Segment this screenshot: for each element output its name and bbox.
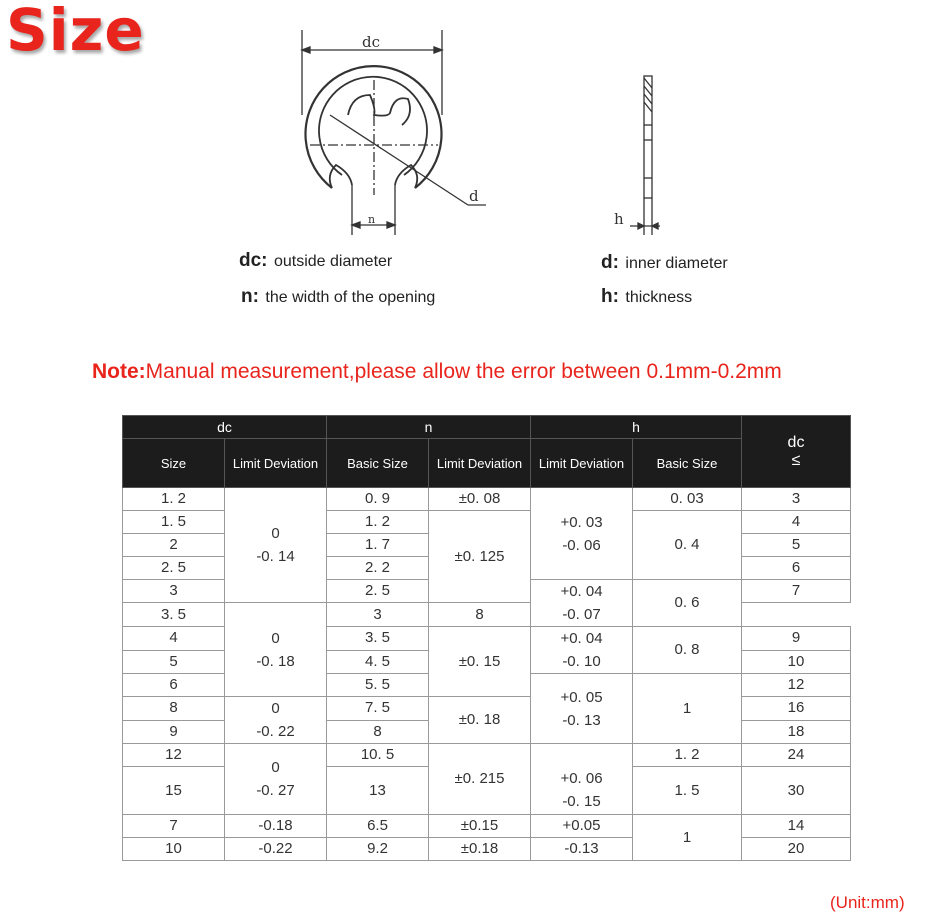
n-basic-cell: 6.5 [327,815,429,838]
size-cell: 12 [123,744,225,767]
header-n-limit-deviation: Limit Deviation [429,439,531,488]
n-deviation-cell: ±0.18 [429,838,531,861]
n-deviation-cell: ±0. 215 [429,744,531,815]
eclip-front-diagram [290,25,500,240]
dc-deviation-cell: -0.22 [225,838,327,861]
h-deviation-cell: +0. 05 -0. 13 [531,674,633,744]
table-row [123,697,851,721]
dc-max-cell: 4 [742,511,851,534]
dc-max-cell: 6 [742,557,851,580]
n-basic-cell: 1. 2 [327,511,429,534]
measurement-note: Note:Manual measurement,please allow the error between 0.1mm-0.2mm [92,360,782,383]
dc-deviation-cell: 0 -0. 18 [225,603,327,697]
size-cell: 2 [123,534,225,557]
size-cell: 7 [123,815,225,838]
h-basic-cell: 1 [633,815,742,861]
h-basic-cell: 1. 5 [633,767,742,815]
dc-max-cell: 8 [429,603,531,627]
n-basic-cell: 10. 5 [327,744,429,767]
size-cell: 9 [123,720,225,744]
dc-max-cell: 24 [742,744,851,767]
header-h-basic-size: Basic Size [633,439,742,488]
n-basic-cell: 5. 5 [327,674,429,697]
dc-deviation-cell: 0 -0. 14 [225,488,327,603]
n-deviation-cell: ±0. 125 [429,511,531,603]
dc-deviation-cell: 0 -0. 27 [225,744,327,815]
h-deviation-cell: -0.13 [531,838,633,861]
size-cell: 6 [123,674,225,697]
dc-deviation-cell: 0 -0. 22 [225,697,327,744]
dc-max-cell: 10 [742,650,851,674]
header-size: Size [123,439,225,488]
h-deviation-cell: +0. 04 -0. 07 [531,580,633,627]
dc-max-cell: 20 [742,838,851,861]
dc-max-cell: 7 [742,580,851,603]
h-deviation-cell: +0. 06 -0. 15 [531,744,633,815]
h-basic-cell: 0. 4 [633,511,742,580]
dc-max-cell: 5 [742,534,851,557]
n-basic-cell: 2. 2 [327,557,429,580]
table-row [123,838,851,861]
n-basic-cell: 3 [327,603,429,627]
n-deviation-cell: ±0. 08 [429,488,531,511]
h-deviation-cell: +0. 03 -0. 06 [531,488,633,580]
size-cell: 2. 5 [123,557,225,580]
h-deviation-cell: +0. 04 -0. 10 [531,627,633,674]
dc-max-cell: 30 [742,767,851,815]
dc-max-cell: 3 [742,488,851,511]
table-row [123,488,851,511]
header-h-limit-deviation: Limit Deviation [531,439,633,488]
dc-max-cell: 16 [742,697,851,721]
page-title: Size [6,0,145,64]
group-header-dc: dc [123,416,327,439]
table-row [123,815,851,838]
n-deviation-cell: ±0. 18 [429,697,531,744]
legend-h: h: thickness [601,286,693,307]
h-basic-cell: 1. 2 [633,744,742,767]
size-cell: 10 [123,838,225,861]
n-basic-cell: 2. 5 [327,580,429,603]
dc-max-cell: 12 [742,674,851,697]
h-basic-cell: 0. 8 [633,627,742,674]
size-cell: 1. 2 [123,488,225,511]
dc-max-cell: 9 [742,627,851,651]
table-row [123,744,851,767]
n-basic-cell: 13 [327,767,429,815]
n-basic-cell: 1. 7 [327,534,429,557]
n-basic-cell: 8 [327,720,429,744]
group-header-h: h [531,416,742,439]
size-cell: 15 [123,767,225,815]
size-cell: 4 [123,627,225,651]
h-basic-cell: 1 [633,674,742,744]
legend-dc: dc: outside diameter [239,250,393,271]
size-cell: 3 [123,580,225,603]
legend-d: d: inner diameter [601,252,728,273]
eclip-side-diagram [600,60,680,240]
h-basic-cell: 0. 6 [633,580,742,627]
group-header-n: n [327,416,531,439]
size-cell: 1. 5 [123,511,225,534]
unit-label: (Unit:mm) [830,893,905,912]
header-dc-limit-deviation: Limit Deviation [225,439,327,488]
n-basic-cell: 7. 5 [327,697,429,721]
size-cell: 5 [123,650,225,674]
n-deviation-cell: ±0.15 [429,815,531,838]
dc-max-cell: 14 [742,815,851,838]
dc-dim-label: dc [362,33,381,51]
h-deviation-cell: +0.05 [531,815,633,838]
h-dim-label: h [614,210,624,228]
legend-n: n: the width of the opening [241,286,436,307]
size-cell: 8 [123,697,225,721]
n-basic-cell: 9.2 [327,838,429,861]
spec-table [122,415,851,861]
n-dim-label: n [368,213,376,226]
dc-deviation-cell: -0.18 [225,815,327,838]
n-basic-cell: 0. 9 [327,488,429,511]
n-deviation-cell: ±0. 15 [429,627,531,697]
n-basic-cell: 3. 5 [327,627,429,651]
size-cell: 3. 5 [123,603,225,627]
n-basic-cell: 4. 5 [327,650,429,674]
header-dc-max: dc ≤ [742,416,851,488]
header-n-basic-size: Basic Size [327,439,429,488]
h-basic-cell: 0. 03 [633,488,742,511]
dc-max-cell: 18 [742,720,851,744]
d-dim-label: d [469,187,479,205]
